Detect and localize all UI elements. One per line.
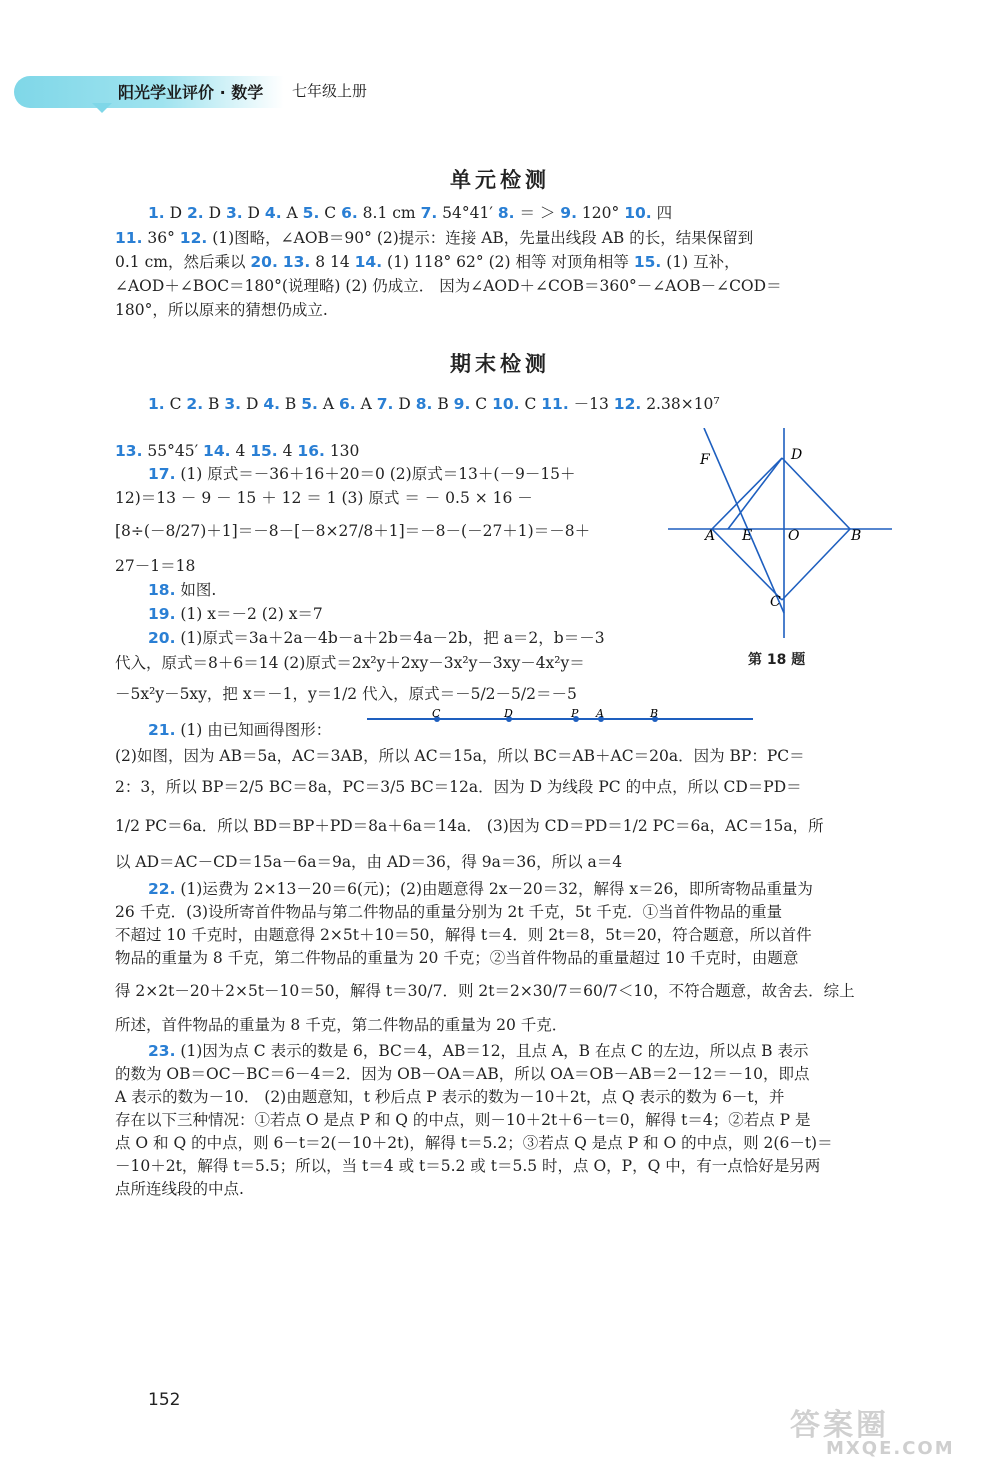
question-number: 4.	[263, 395, 280, 413]
fig21-label-P: P	[571, 708, 579, 720]
question-number: 3.	[225, 204, 243, 222]
question-number: 3.	[224, 395, 242, 413]
question-number: 14.	[354, 253, 383, 271]
question-number: 5.	[301, 395, 318, 413]
answer-line: 13. 55°45′ 14. 4 15. 4 16. 130	[115, 442, 360, 460]
answer-line: 1. C 2. B 3. D 4. B 5. A 6. A 7. D 8. B 9. C 10. C 11. －13 12. 2.38×10⁷	[148, 395, 720, 413]
answer-line: －10＋2t，解得 t＝5.5；所以，当 t＝4 或 t＝5.2 或 t＝5.5 时，点 O，P，Q 中，有一点恰好是另两	[115, 1157, 821, 1175]
question-number: 21.	[148, 721, 176, 739]
question-number: 19.	[148, 605, 176, 623]
answer-line: 所述，首件物品的重量为 8 千克，第二件物品的重量为 20 千克．	[115, 1016, 568, 1034]
question-number: 2.	[186, 204, 204, 222]
fig18-segment-ED	[728, 458, 782, 529]
answer-line: 180°，所以原来的猜想仍成立.	[115, 301, 328, 319]
header-subtitle: 七年级上册	[292, 82, 368, 100]
fig18-segment-DA	[712, 458, 782, 529]
fig18-label-F: F	[700, 452, 710, 468]
question-number: 7.	[376, 395, 394, 413]
question-number: 11.	[541, 395, 569, 413]
answer-line: 的数为 OB＝OC－BC＝6－4＝2．因为 OB－OA＝AB，所以 OA＝OB－AB＝2－12＝－10，即点	[115, 1065, 810, 1083]
answer-line: 0.1 cm，然后乘以 20. 13. 8 14 14. (1) 118° 62° (2) 相等 对顶角相等 15. (1) 互补，	[115, 253, 740, 271]
question-number: 5.	[302, 204, 320, 222]
answer-line: －5x²y－5xy，把 x＝－1，y＝1/2 代入，原式＝－5/2－5/2＝－5	[115, 685, 577, 703]
answer-line: 19. (1) x＝－2 (2) x＝7	[148, 605, 323, 623]
question-number: 2.	[186, 395, 204, 413]
question-number: 9.	[560, 204, 577, 222]
fig18-label-A: A	[705, 528, 716, 544]
fig18-label-O: O	[788, 528, 800, 544]
answer-line: 不超过 10 千克时，由题意得 2×5t＋10＝50，解得 t＝4．则 2t＝8，5t＝20，符合题意，所以首件	[115, 926, 812, 944]
answer-line: 11. 36° 12. (1)图略，∠AOB＝90° (2)提示：连接 AB，先量出线段 AB 的长，结果保留到	[115, 229, 754, 247]
answer-line: 1/2 PC＝6a．所以 BD＝BP＋PD＝8a＋6a＝14a． (3)因为 CD＝PD＝1/2 PC＝6a，AC＝15a，所	[115, 817, 824, 835]
answer-line: 得 2×2t－20＋2×5t－10＝50，解得 t＝30/7．则 2t＝2×30/7＝60/7＜10，不符合题意，故舍去．综上	[115, 982, 855, 1000]
answer-line: A 表示的数为－10． (2)由题意知，t 秒后点 P 表示的数为－10＋2t，点 Q 表示的数为 6－t，并	[115, 1088, 785, 1106]
question-number: 22.	[148, 880, 176, 898]
figure-18-caption: 第 18 题	[748, 652, 806, 668]
watermark-logo: 答案圈	[790, 1408, 889, 1443]
question-number: 12.	[179, 229, 208, 247]
fig18-label-D: D	[791, 447, 803, 463]
answer-line: 代入，原式＝8＋6＝14 (2)原式＝2x²y＋2xy－3x²y－3xy－4x²y＝	[115, 654, 585, 672]
answer-line: (2)如图，因为 AB＝5a，AC＝3AB，所以 AC＝15a，所以 BC＝AB＋AC＝20a．因为 BP：PC＝	[115, 747, 805, 765]
question-number: 4.	[264, 204, 282, 222]
question-number: 13.	[115, 442, 143, 460]
answer-line: 12)＝13 － 9 － 15 ＋ 12 ＝ 1 (3) 原式 ＝ － 0.5 × 16 －	[115, 489, 533, 507]
question-number: 8.	[497, 204, 515, 222]
question-number: 16.	[297, 442, 325, 460]
question-number: 15.	[250, 442, 278, 460]
answer-line: 21. (1) 由已知画得图形：	[148, 721, 332, 739]
question-number: 18.	[148, 581, 176, 599]
answer-line: 1. D 2. D 3. D 4. A 5. C 6. 8.1 cm 7. 54°41′ 8. ＝ ＞ 9. 120° 10. 四	[148, 204, 673, 222]
question-number: 12.	[613, 395, 642, 413]
fig21-label-B: B	[650, 708, 659, 720]
answer-line: 23. (1)因为点 C 表示的数是 6，BC＝4，AB＝12，且点 A，B 在点 C 的左边，所以点 B 表示	[148, 1042, 809, 1060]
answer-line: 18. 如图.	[148, 581, 217, 599]
answer-line: 22. (1)运费为 2×13－20＝6(元)；(2)由题意得 2x－20＝32，解得 x＝26，即所寄物品重量为	[148, 880, 813, 898]
section-title-unit-test: 单元检测	[450, 168, 550, 192]
watermark-url: MXQE.COM	[826, 1438, 955, 1459]
answer-line: 2：3，所以 BP＝2/5 BC＝8a，PC＝3/5 BC＝12a．因为 D 为线段 PC 的中点，所以 CD＝PD＝	[115, 778, 802, 796]
question-number: 20.	[148, 629, 176, 647]
fig18-segment-DB	[782, 458, 850, 529]
section-title-final-test: 期末检测	[450, 352, 550, 376]
header-band-tail	[92, 103, 112, 113]
question-number: 7.	[420, 204, 438, 222]
question-number: 23.	[148, 1042, 176, 1060]
question-number: 20.	[250, 253, 278, 271]
question-number: 9.	[453, 395, 471, 413]
question-number: 13.	[282, 253, 311, 271]
answer-line: 20. (1)原式＝3a＋2a－4b－a＋2b＝4a－2b，把 a＝2，b＝－3	[148, 629, 605, 647]
answer-line: 26 千克．(3)设所寄首件物品与第二件物品的重量分别为 2t 千克，5t 千克．①当首件物品的重量	[115, 903, 783, 921]
question-number: 11.	[115, 229, 143, 247]
fig18-label-E: E	[742, 528, 753, 544]
answer-line: 存在以下三种情况：①若点 O 是点 P 和 Q 的中点，则－10＋2t＋6－t＝0，解得 t＝4；②若点 P 是	[115, 1111, 811, 1129]
fig21-label-C: C	[432, 708, 441, 720]
figure-18	[660, 428, 900, 643]
answer-line: 27－1＝18	[115, 557, 196, 575]
question-number: 10.	[624, 204, 652, 222]
figure-21	[365, 708, 757, 728]
question-number: 6.	[339, 395, 356, 413]
answer-line: 点 O 和 Q 的中点，则 6－t＝2(－10＋2t)，解得 t＝5.2；③若点 Q 是点 P 和 O 的中点，则 2(6－t)＝	[115, 1134, 833, 1152]
fig18-label-B: B	[851, 528, 862, 544]
question-number: 15.	[633, 253, 662, 271]
answer-line: 物品的重量为 8 千克，第二件物品的重量为 20 千克；②当首件物品的重量超过 10 千克时，由题意	[115, 949, 799, 967]
question-number: 8.	[415, 395, 433, 413]
question-number: 14.	[203, 442, 231, 460]
fig18-line-FC	[704, 428, 784, 613]
fig18-label-C: C	[770, 594, 781, 610]
fig21-label-D: D	[504, 708, 513, 720]
question-number: 17.	[148, 465, 176, 483]
answer-line: 点所连线段的中点.	[115, 1180, 244, 1198]
answer-line: ∠AOD＋∠BOC＝180°(说理略) (2) 仍成立． 因为∠AOD＋∠COB＝360°－∠AOB－∠COD＝	[115, 277, 782, 295]
question-number: 10.	[492, 395, 520, 413]
page-number: 152	[148, 1390, 181, 1410]
answer-line: [8÷(－8/27)＋1]＝－8－[－8×27/8＋1]＝－8－(－27＋1)＝－8＋	[115, 522, 591, 540]
answer-line: 以 AD＝AC－CD＝15a－6a＝9a，由 AD＝36，得 9a＝36，所以 a＝4	[115, 853, 623, 871]
fig21-label-A: A	[596, 708, 604, 720]
question-number: 6.	[341, 204, 358, 222]
question-number: 1.	[148, 204, 165, 222]
question-number: 1.	[148, 395, 165, 413]
answer-line: 17. (1) 原式＝－36＋16＋20＝0 (2)原式＝13＋(－9－15＋	[148, 465, 576, 483]
header-title: 阳光学业评价 · 数学	[118, 83, 264, 102]
